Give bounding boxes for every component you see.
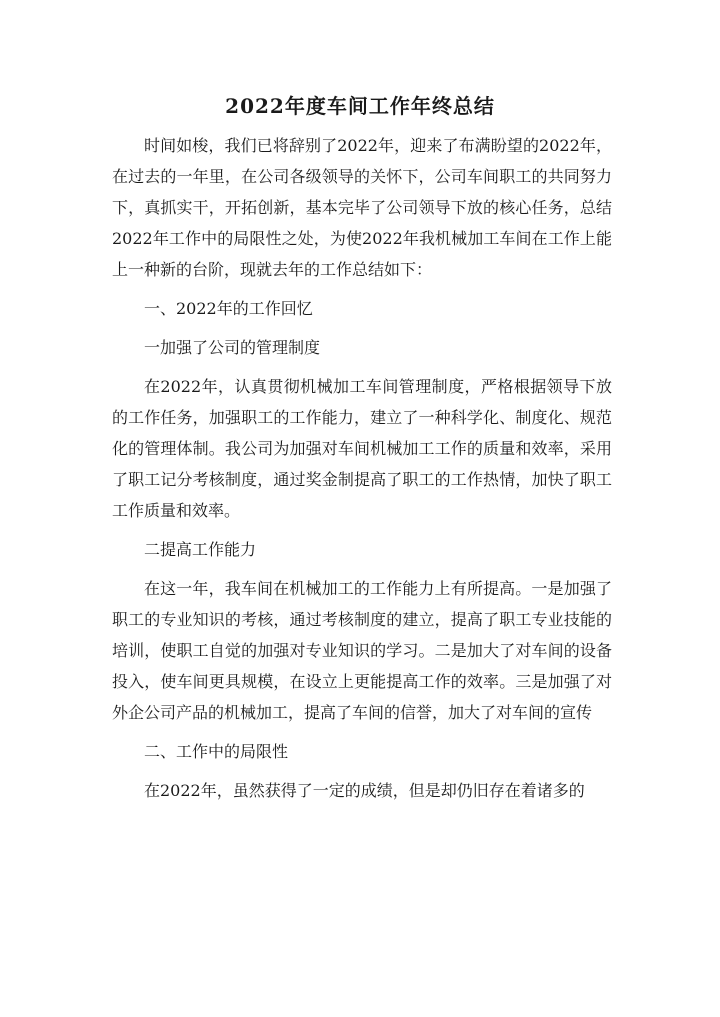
paragraph-management: 在2022年，认真贯彻机械加工车间管理制度，严格根据领导下放的工作任务，加强职工的工作能力，建立了一种科学化、制度化、规范化的管理体制。我公司为加强对车间机械加工工作的质量和效率，采用了职工记分考核制度，通过奖金制提高了职工的工作热情，加快了职工工作质量和效率。 [112, 377, 612, 520]
subsection-heading-management: 一加强了公司的管理制度 [144, 338, 321, 357]
document-body [112, 130, 612, 814]
paragraph-limitations: 在2022年，虽然获得了一定的成绩，但是却仍旧存在着诸多的 [144, 781, 585, 800]
subsection-heading-ability: 二提高工作能力 [144, 540, 257, 559]
document-title: 2022年度车间工作年终总结 [225, 94, 495, 118]
section-heading-limitations: 二、工作中的局限性 [144, 742, 289, 761]
section-heading-review: 一、2022年的工作回忆 [144, 299, 313, 318]
paragraph-ability: 在这一年，我车间在机械加工的工作能力上有所提高。一是加强了职工的专业知识的考核，通过考核制度的建立，提高了职工专业技能的培训，使职工自觉的加强对专业知识的学习。二是加大了对车间的设备投入，使车间更具规模，在设立上更能提高工作的效率。三是加强了对外企公司产品的机械加工，提高了车间的信誉，加大了对车间的宣传 [112, 579, 612, 722]
paragraph-intro: 时间如梭，我们已将辞别了2022年，迎来了布满盼望的2022年，在过去的一年里，在公司各级领导的关怀下，公司车间职工的共同努力下，真抓实干，开拓创新，基本完毕了公司领导下放的核心任务，总结2022年工作中的局限性之处，为使2022年我机械加工车间在工作上能上一种新的台阶，现就去年的工作总结如下： [112, 136, 612, 279]
